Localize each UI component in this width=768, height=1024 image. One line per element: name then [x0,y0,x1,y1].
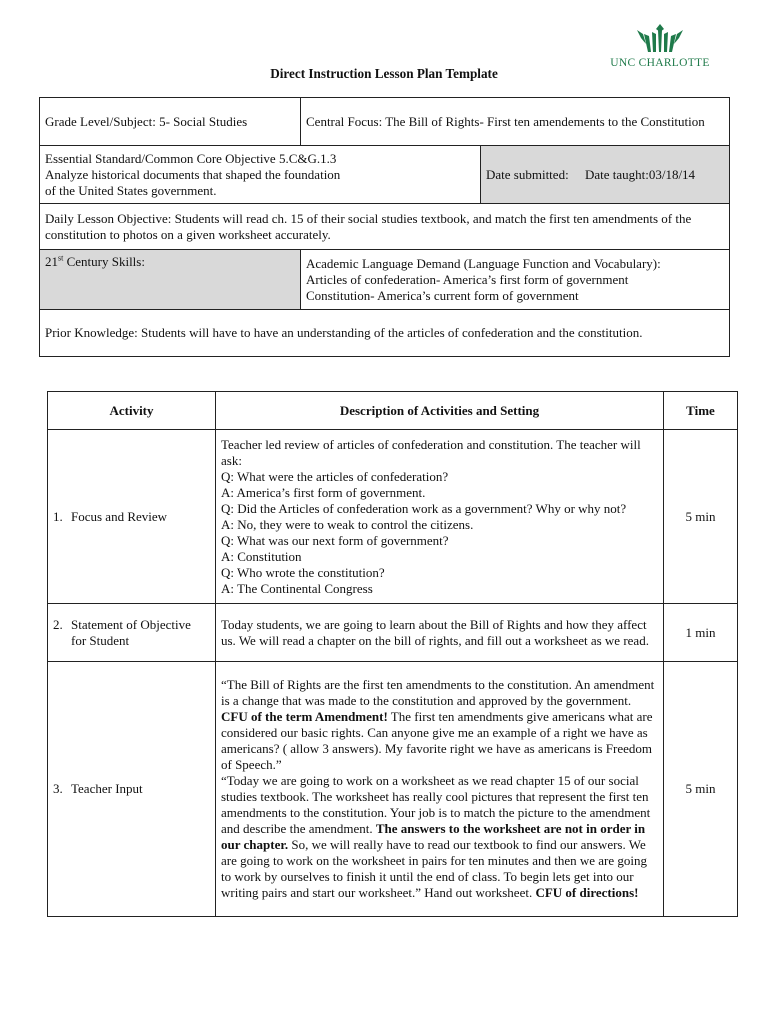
essential-standard-cell [40,146,481,204]
description-cell [216,430,664,604]
skills-sup: st [58,253,64,263]
paragraph-text: The first ten amendments give americans what are considered our basic rights. Can anyone give me an example of a right we have as americans? ( allow 3 answers). My favorite right we have as americans is Freedom of Speech.” [221,709,653,772]
date-taught: Date taught:03/18/14 [584,166,696,182]
table-row [48,662,738,917]
activity-cell [48,662,216,917]
logo-text: UNC CHARLOTTE [610,57,710,69]
activity-cell [48,604,216,662]
time-cell: 5 min [664,430,738,604]
description-cell: Today students, we are going to learn about the Bill of Rights and how they affect us. We will read a chapter on the bill of rights, and fill out a worksheet as we read. [216,604,664,662]
description-line: A: No, they were to weak to control the citizens. [221,516,474,532]
activity-header: Activity [48,392,216,430]
answers-note: The answers to the worksheet are not in order in our chapter. [221,821,646,852]
table-row [48,430,738,604]
cfu-directions: CFU of directions! [535,885,639,900]
teacher-input-paragraph-1 [221,677,658,773]
activity-name-cont: for Student [71,632,130,648]
description-line: A: The Continental Congress [221,580,373,596]
academic-language-cell [301,250,730,310]
row-number: 1. [53,508,63,524]
description-line: Q: What were the articles of confederation? [221,468,449,484]
paragraph-text: So, we will really have to read our textbook to find our answers. We are going to work on the worksheet in pairs for ten minutes and then we are going to work by ourselves to finish it until the end of class. To begin lets get into our writing pairs and start our worksheet.” Hand out worksheet. [221,837,647,900]
essential-standard-line3: of the United States government. [45,182,217,198]
activity-name: Focus and Review [71,508,168,524]
century-skills-cell [40,250,301,310]
paragraph-text: “Today we are going to work on a worksheet as we read chapter 15 of our social studies textbook. The worksheet has really cool pictures that represent the first ten amendments to the constitution. Your job is to match the picture to the amendment and describe the amendment. [221,773,651,836]
essential-standard-line2: Analyze historical documents that shaped the foundation [45,166,341,182]
description-line: A: America’s first form of government. [221,484,426,500]
page-title: Direct Instruction Lesson Plan Template [270,66,498,81]
table-row [48,604,738,662]
date-cell [481,146,730,204]
description-line: Q: Who wrote the constitution? [221,564,385,580]
unc-charlotte-crown-icon [634,22,686,56]
skills-label: 21 [45,254,58,269]
skills-rest: Century Skills: [63,254,145,269]
lesson-header-table [39,97,730,357]
daily-objective-cell: Daily Lesson Objective: Students will read ch. 15 of their social studies textbook, and match the first ten amendments of the constitution to photos on a given worksheet accurately. [40,204,730,250]
central-focus-cell: Central Focus: The Bill of Rights- First ten amendements to the Constitution [301,98,730,146]
essential-standard-line1: Essential Standard/Common Core Objective 5.C&G.1.3 [45,150,337,166]
description-header: Description of Activities and Setting [216,392,664,430]
row-number: 2. [53,616,63,632]
paragraph-text: “The Bill of Rights are the first ten amendments to the constitution. An amendment is a change that was made to the constitution and approved by the government. [221,677,655,708]
academic-language-line1: Academic Language Demand (Language Function and Vocabulary): [306,255,661,271]
time-header: Time [664,392,738,430]
activity-name: Statement of Objective [71,616,191,632]
description-line: Q: What was our next form of government? [221,532,449,548]
time-cell: 5 min [664,662,738,917]
description-cell [216,662,664,917]
description-line: A: Constitution [221,548,302,564]
cfu-amendment: CFU of the term Amendment! [221,709,388,724]
date-submitted: Date submitted: [486,166,569,182]
description-line: Teacher led review of articles of confederation and constitution. The teacher will ask: [221,436,641,468]
teacher-input-paragraph-2 [221,773,658,901]
grade-level-cell: Grade Level/Subject: 5- Social Studies [40,98,301,146]
activity-cell [48,430,216,604]
academic-language-line2: Articles of confederation- America’s first form of government [306,271,629,287]
activity-name: Teacher Input [71,781,143,796]
description-line: Q: Did the Articles of confederation work as a government? Why or why not? [221,500,627,516]
row-number: 3. [53,781,63,796]
prior-knowledge-cell: Prior Knowledge: Students will have to have an understanding of the articles of confederation and the constitution. [40,310,730,357]
time-cell: 1 min [664,604,738,662]
activity-table [47,391,738,917]
academic-language-line3: Constitution- America’s current form of government [306,287,579,303]
